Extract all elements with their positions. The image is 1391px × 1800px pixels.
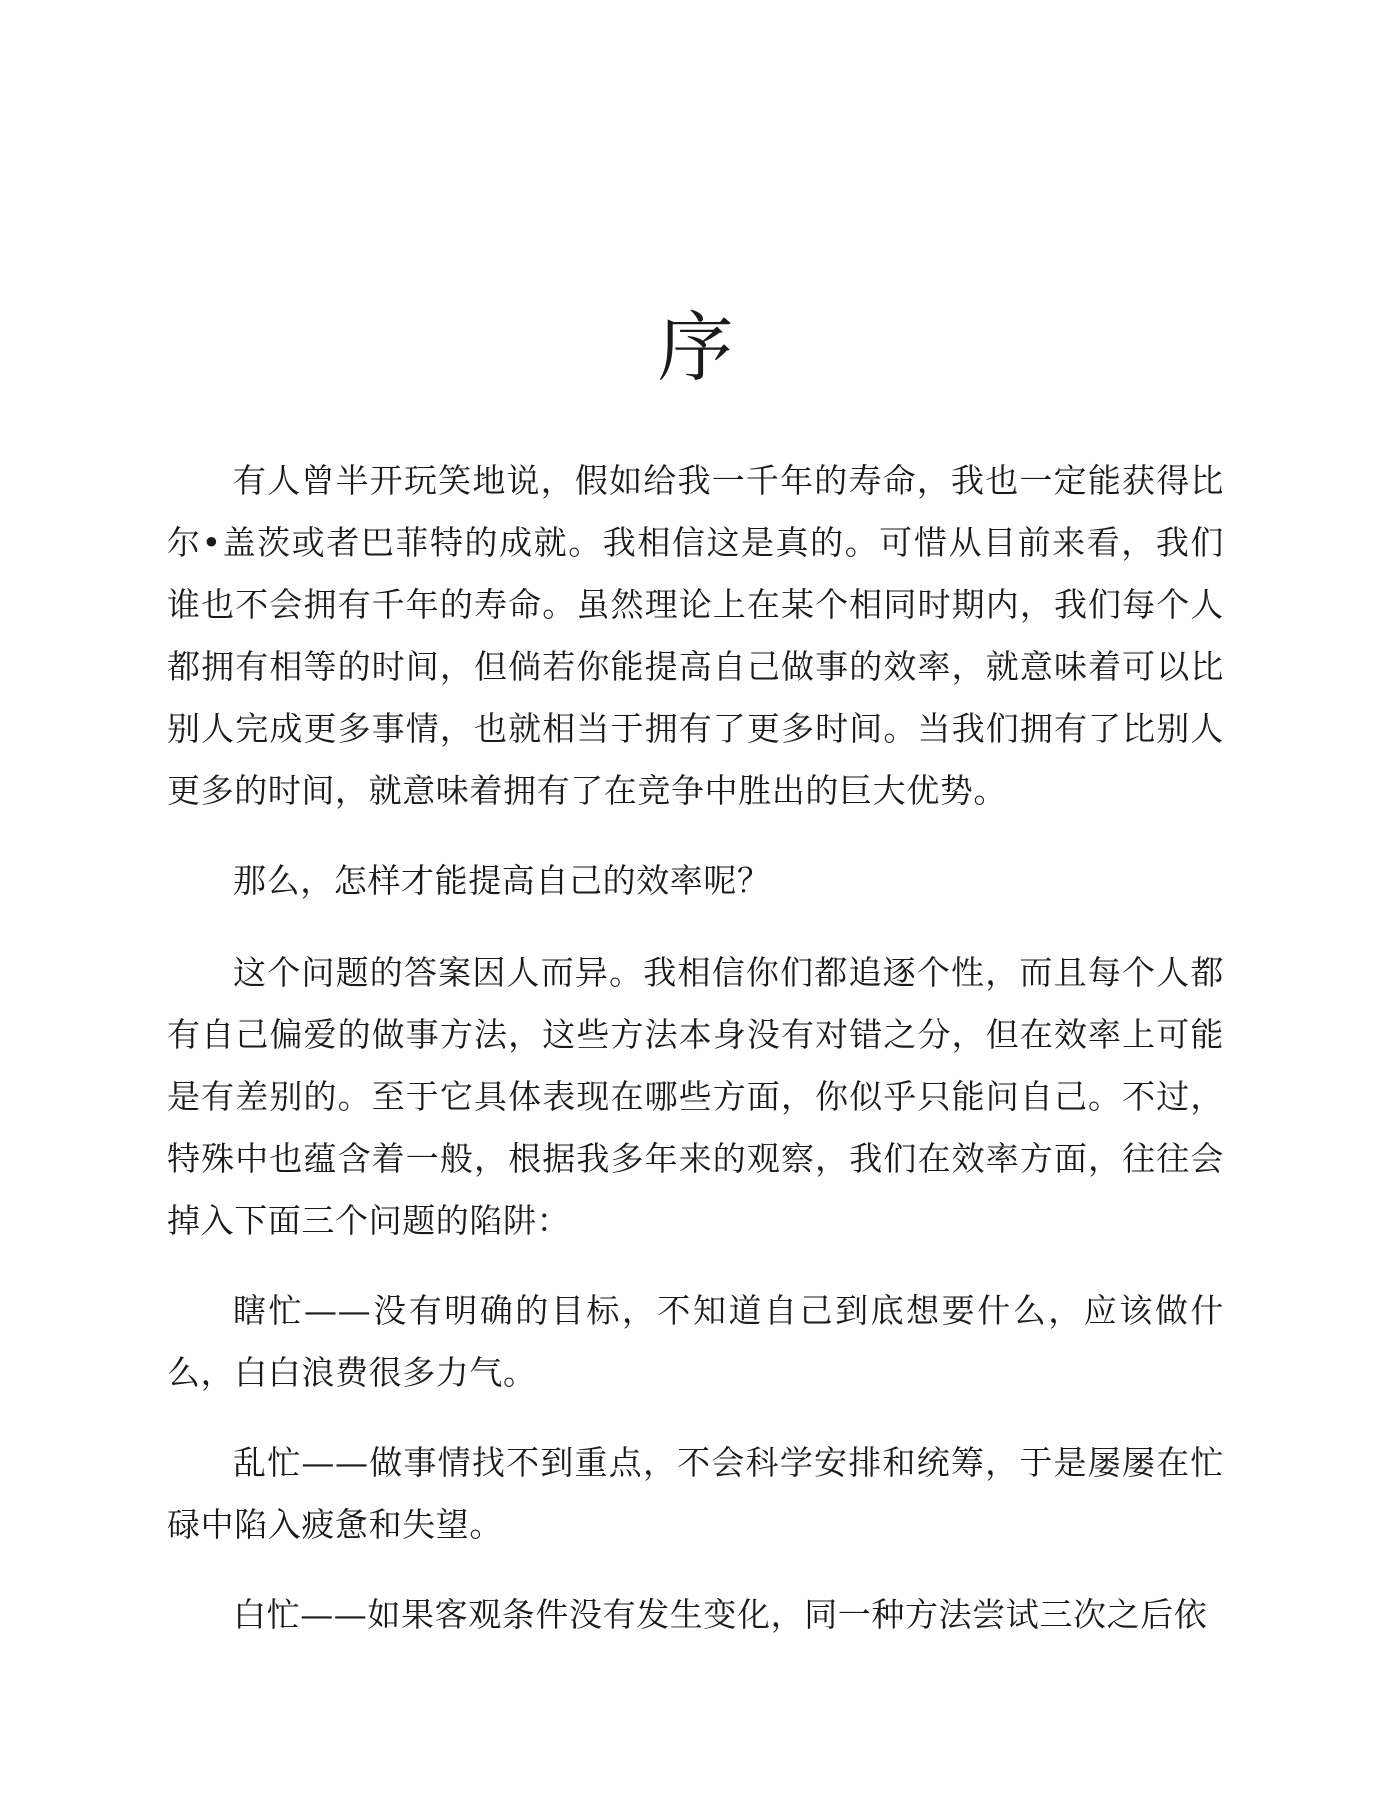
paragraph-1: 有人曾半开玩笑地说，假如给我一千年的寿命，我也一定能获得比尔•盖茨或者巴菲特的成就。我相信这是真的。可惜从目前来看，我们谁也不会拥有千年的寿命。虽然理论上在某个相同时期内，我们每个人都拥有相等的时间，但倘若你能提高自己做事的效率，就意味着可以比别人完成更多事情，也就相当于拥有了更多时间。当我们拥有了比别人更多的时间，就意味着拥有了在竞争中胜出的巨大优势。 — [167, 461, 1224, 810]
paragraph-6: 白忙——如果客观条件没有发生变化，同一种方法尝试三次之后依 — [233, 1595, 1208, 1634]
paragraph-4: 瞎忙——没有明确的目标，不知道自己到底想要什么，应该做什么，白白浪费很多力气。 — [167, 1291, 1224, 1392]
paragraph-2: 那么，怎样才能提高自己的效率呢？ — [233, 861, 771, 900]
page-title: 序 — [657, 303, 734, 392]
paragraph-5: 乱忙——做事情找不到重点，不会科学安排和统筹，于是屡屡在忙碌中陷入疲惫和失望。 — [167, 1443, 1224, 1544]
paragraph-3: 这个问题的答案因人而异。我相信你们都追逐个性，而且每个人都有自己偏爱的做事方法，这些方法本身没有对错之分，但在效率上可能是有差别的。至于它具体表现在哪些方面，你似乎只能问自己。不过，特殊中也蕴含着一般，根据我多年来的观察，我们在效率方面，往往会掉入下面三个问题的陷阱： — [167, 953, 1224, 1240]
body-text — [167, 450, 1224, 1674]
